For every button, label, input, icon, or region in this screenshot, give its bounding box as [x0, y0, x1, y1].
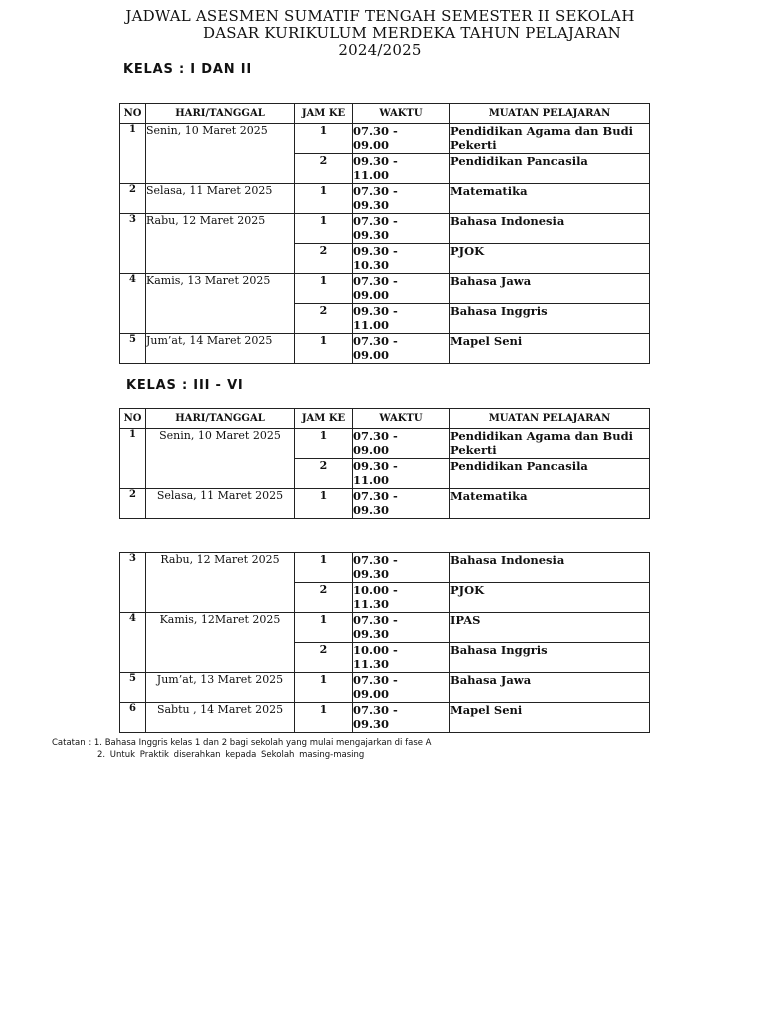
waktu	[353, 334, 450, 364]
waktu-start: 07.30 -	[353, 489, 398, 503]
waktu-start: 07.30 -	[353, 124, 398, 138]
waktu-end: 09.30	[353, 198, 390, 212]
section-label-kelas-1-2: KELAS : I DAN II	[123, 62, 253, 77]
note-line-2: 2. Untuk Praktik diserahkan kepada Sekolah masing-masing	[97, 750, 365, 760]
schedule-table-kelas-3-6-continued	[119, 552, 650, 733]
muatan-pelajaran: PJOK	[450, 583, 650, 613]
row-number: 3	[120, 214, 146, 274]
waktu-start: 07.30 -	[353, 214, 398, 228]
jam-ke: 1	[295, 553, 353, 583]
row-date: Jum’at, 14 Maret 2025	[146, 334, 295, 364]
jam-ke: 2	[295, 643, 353, 673]
header-hari: HARI/TANGGAL	[146, 409, 295, 429]
table-row	[120, 703, 650, 733]
waktu-start: 07.30 -	[353, 184, 398, 198]
header-no: NO	[120, 409, 146, 429]
row-number: 4	[120, 274, 146, 334]
waktu-start: 07.30 -	[353, 429, 398, 443]
row-date: Jum’at, 13 Maret 2025	[146, 673, 295, 703]
waktu-end: 09.00	[353, 687, 390, 701]
waktu	[353, 304, 450, 334]
jam-ke: 1	[295, 274, 353, 304]
muatan-pelajaran: PJOK	[450, 244, 650, 274]
jam-ke: 2	[295, 459, 353, 489]
muatan-pelajaran: Bahasa Indonesia	[450, 553, 650, 583]
row-date: Sabtu , 14 Maret 2025	[146, 703, 295, 733]
jam-ke: 1	[295, 703, 353, 733]
waktu	[353, 214, 450, 244]
waktu	[353, 184, 450, 214]
waktu-end: 09.00	[353, 348, 390, 362]
header-row	[120, 104, 650, 124]
waktu	[353, 643, 450, 673]
jam-ke: 1	[295, 429, 353, 459]
table-row	[120, 274, 650, 304]
jam-ke: 1	[295, 124, 353, 154]
jam-ke: 2	[295, 154, 353, 184]
row-date: Selasa, 11 Maret 2025	[146, 184, 295, 214]
jam-ke: 1	[295, 613, 353, 643]
header-hari: HARI/TANGGAL	[146, 104, 295, 124]
waktu-start: 07.30 -	[353, 613, 398, 627]
jam-ke: 1	[295, 489, 353, 519]
muatan-pelajaran: Bahasa Indonesia	[450, 214, 650, 244]
row-date: Kamis, 13 Maret 2025	[146, 274, 295, 334]
table-row	[120, 489, 650, 519]
jam-ke: 1	[295, 334, 353, 364]
table-row	[120, 553, 650, 583]
waktu	[353, 154, 450, 184]
header-jam: JAM KE	[295, 409, 353, 429]
waktu-end: 11.00	[353, 473, 390, 487]
waktu-end: 09.00	[353, 288, 390, 302]
waktu	[353, 583, 450, 613]
waktu	[353, 703, 450, 733]
jam-ke: 2	[295, 304, 353, 334]
muatan-pelajaran: Bahasa Inggris	[450, 304, 650, 334]
waktu-end: 11.00	[353, 168, 390, 182]
waktu-end: 09.30	[353, 717, 390, 731]
waktu-start: 07.30 -	[353, 553, 398, 567]
row-number: 4	[120, 613, 146, 673]
muatan-pelajaran: Bahasa Inggris	[450, 643, 650, 673]
muatan-pelajaran: Pendidikan Agama dan Budi Pekerti	[450, 124, 650, 154]
row-number: 1	[120, 124, 146, 184]
row-number: 3	[120, 553, 146, 613]
row-number: 2	[120, 489, 146, 519]
row-number: 2	[120, 184, 146, 214]
muatan-pelajaran: Pendidikan Pancasila	[450, 459, 650, 489]
waktu-start: 10.00 -	[353, 643, 398, 657]
waktu-start: 09.30 -	[353, 154, 398, 168]
row-date: Rabu, 12 Maret 2025	[146, 553, 295, 613]
table-row	[120, 673, 650, 703]
muatan-pelajaran: Bahasa Jawa	[450, 673, 650, 703]
table-row	[120, 334, 650, 364]
row-number: 1	[120, 429, 146, 489]
waktu	[353, 489, 450, 519]
muatan-pelajaran: Mapel Seni	[450, 334, 650, 364]
jam-ke: 2	[295, 244, 353, 274]
jam-ke: 1	[295, 184, 353, 214]
schedule-table-kelas-3-6	[119, 408, 650, 519]
waktu-start: 07.30 -	[353, 703, 398, 717]
jam-ke: 1	[295, 214, 353, 244]
muatan-pelajaran: IPAS	[450, 613, 650, 643]
row-date: Selasa, 11 Maret 2025	[146, 489, 295, 519]
notes	[52, 737, 432, 761]
jam-ke: 1	[295, 673, 353, 703]
table-row	[120, 214, 650, 244]
header-waktu: WAKTU	[353, 104, 450, 124]
muatan-pelajaran: Matematika	[450, 184, 650, 214]
header-muatan: MUATAN PELAJARAN	[450, 409, 650, 429]
waktu	[353, 673, 450, 703]
title-line-3: 2024/2025	[338, 41, 422, 59]
waktu-end: 11.30	[353, 597, 390, 611]
muatan-pelajaran: Mapel Seni	[450, 703, 650, 733]
waktu-start: 07.30 -	[353, 673, 398, 687]
row-date: Rabu, 12 Maret 2025	[146, 214, 295, 274]
waktu-end: 09.30	[353, 503, 390, 517]
title-line-2: DASAR KURIKULUM MERDEKA TAHUN PELAJARAN	[203, 24, 621, 42]
muatan-pelajaran: Pendidikan Pancasila	[450, 154, 650, 184]
header-muatan: MUATAN PELAJARAN	[450, 104, 650, 124]
table-row	[120, 613, 650, 643]
waktu	[353, 274, 450, 304]
waktu-end: 11.30	[353, 657, 390, 671]
waktu-end: 09.00	[353, 443, 390, 457]
row-number: 6	[120, 703, 146, 733]
waktu	[353, 459, 450, 489]
row-date: Kamis, 12Maret 2025	[146, 613, 295, 673]
waktu-start: 10.00 -	[353, 583, 398, 597]
muatan-pelajaran: Bahasa Jawa	[450, 274, 650, 304]
section-label-kelas-3-6: KELAS : III - VI	[126, 378, 244, 393]
row-date: Senin, 10 Maret 2025	[146, 124, 295, 184]
waktu	[353, 244, 450, 274]
waktu-start: 09.30 -	[353, 459, 398, 473]
waktu-end: 09.00	[353, 138, 390, 152]
header-no: NO	[120, 104, 146, 124]
document-title	[120, 8, 640, 59]
header-waktu: WAKTU	[353, 409, 450, 429]
waktu-start: 07.30 -	[353, 334, 398, 348]
jam-ke: 2	[295, 583, 353, 613]
row-date: Senin, 10 Maret 2025	[146, 429, 295, 489]
waktu-end: 10.30	[353, 258, 390, 272]
waktu-end: 09.30	[353, 627, 390, 641]
table-row	[120, 429, 650, 459]
row-number: 5	[120, 673, 146, 703]
row-number: 5	[120, 334, 146, 364]
waktu-end: 09.30	[353, 567, 390, 581]
waktu-start: 07.30 -	[353, 274, 398, 288]
waktu	[353, 429, 450, 459]
waktu	[353, 613, 450, 643]
muatan-pelajaran: Pendidikan Agama dan Budi Pekerti	[450, 429, 650, 459]
waktu-start: 09.30 -	[353, 304, 398, 318]
title-line-1: JADWAL ASESMEN SUMATIF TENGAH SEMESTER II SEKOLAH	[125, 7, 635, 25]
waktu-end: 09.30	[353, 228, 390, 242]
schedule-table-kelas-1-2	[119, 103, 650, 364]
table-row	[120, 184, 650, 214]
muatan-pelajaran: Matematika	[450, 489, 650, 519]
waktu	[353, 124, 450, 154]
waktu-start: 09.30 -	[353, 244, 398, 258]
note-line-1: Catatan : 1. Bahasa Inggris kelas 1 dan 2 bagi sekolah yang mulai mengajarkan di fase A	[52, 738, 432, 748]
waktu	[353, 553, 450, 583]
table-row	[120, 124, 650, 154]
waktu-end: 11.00	[353, 318, 390, 332]
header-jam: JAM KE	[295, 104, 353, 124]
header-row	[120, 409, 650, 429]
